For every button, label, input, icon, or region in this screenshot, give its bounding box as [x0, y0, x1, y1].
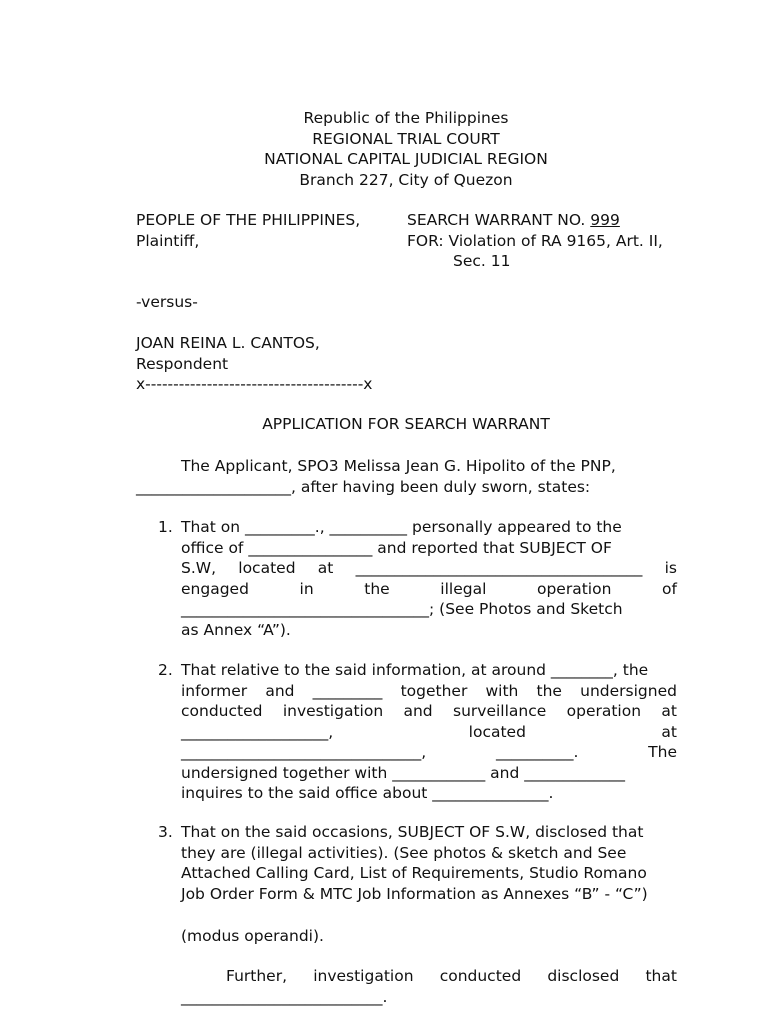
item-word: undersigned	[580, 681, 677, 700]
item-word: operation	[566, 702, 642, 720]
plaintiff-role: Plaintiff,	[136, 231, 200, 250]
item-line	[181, 681, 677, 702]
item-word: informer	[181, 681, 248, 700]
item-number: 3.	[158, 823, 173, 841]
item-word: and	[265, 681, 295, 700]
further-line-1	[181, 966, 677, 987]
item-line: Job Order Form & MTC Job Information as Annexes “B” - “C”)	[181, 884, 648, 903]
item-word: at	[317, 559, 334, 577]
violation-line: FOR: Violation of RA 9165, Art. II,	[407, 231, 663, 250]
item-word: investigation	[282, 702, 384, 720]
further-word: Further,	[226, 967, 288, 985]
item-line: they are (illegal activities). (See photos & sketch and See	[181, 843, 627, 862]
item-word: and	[403, 702, 433, 720]
item-word: ___________________,	[181, 722, 334, 741]
item-word: S.W,	[181, 559, 217, 577]
header-line-region: NATIONAL CAPITAL JUDICIAL REGION	[264, 150, 548, 168]
item-line	[181, 579, 677, 600]
header-line-republic: Republic of the Philippines	[303, 109, 509, 127]
warrant-number: 999	[590, 211, 620, 229]
item-word: is	[664, 559, 677, 577]
item-word: of	[662, 579, 677, 598]
caption-separator: x---------------------------------------x	[136, 375, 373, 393]
item-line: That on _________., __________ personally appeared to the	[181, 518, 622, 536]
item-word: the	[536, 681, 562, 700]
item-line: office of ________________ and reported that SUBJECT OF	[181, 538, 612, 557]
intro-line-2: ____________________, after having been duly sworn, states:	[136, 478, 591, 496]
item-number: 1.	[158, 518, 173, 536]
further-word: that	[645, 967, 677, 985]
item-word: _______________________________,	[181, 743, 427, 761]
item-word: surveillance	[453, 702, 547, 720]
violation-section: Sec. 11	[453, 252, 511, 270]
item-word: illegal	[440, 579, 487, 598]
respondent-role: Respondent	[136, 354, 229, 373]
respondent-name: JOAN REINA L. CANTOS,	[136, 334, 320, 352]
plaintiff-name: PEOPLE OF THE PHILIPPINES,	[136, 211, 361, 229]
item-word: together	[400, 681, 468, 700]
further-word: investigation	[313, 967, 414, 985]
item-word: the	[364, 579, 390, 598]
item-word: operation	[536, 579, 612, 598]
item-line: Attached Calling Card, List of Requirements, Studio Romano	[181, 864, 647, 882]
further-word: disclosed	[547, 967, 620, 985]
further-word: conducted	[439, 967, 522, 985]
item-line	[181, 742, 677, 763]
item-line: as Annex “A”).	[181, 620, 291, 639]
header-line-branch: Branch 227, City of Quezon	[299, 170, 513, 189]
item-word: located	[468, 722, 526, 741]
item-word: engaged	[181, 579, 249, 598]
modus-operandi: (modus operandi).	[181, 927, 324, 945]
warrant-number-line	[407, 210, 663, 231]
item-line	[181, 722, 677, 743]
item-word: conducted	[181, 702, 263, 720]
header-line-court: REGIONAL TRIAL COURT	[312, 129, 500, 148]
item-line	[181, 701, 677, 722]
item-word: The	[648, 743, 677, 761]
caption-plaintiff	[136, 210, 360, 251]
item-line: inquires to the said office about _______________.	[181, 784, 554, 802]
item-word: _____________________________________	[355, 559, 643, 577]
item-line: ________________________________; (See Photos and Sketch	[181, 600, 623, 618]
item-number: 2.	[158, 661, 173, 679]
caption-respondent	[136, 333, 372, 395]
caption-warrant	[407, 210, 663, 272]
intro-line-1: The Applicant, SPO3 Melissa Jean G. Hipolito of the PNP,	[181, 457, 616, 475]
versus: -versus-	[136, 293, 198, 311]
item-word: located	[238, 559, 296, 577]
further-line-2: __________________________.	[181, 988, 388, 1006]
warrant-label: SEARCH WARRANT NO.	[407, 211, 586, 229]
item-word: _________	[312, 681, 383, 700]
item-line: That relative to the said information, at around ________, the	[181, 661, 649, 679]
item-word: at	[661, 702, 677, 720]
item-word: in	[299, 579, 314, 598]
item-line: undersigned together with ____________ and _____________	[181, 763, 625, 782]
item-line	[181, 558, 677, 579]
court-header	[0, 108, 768, 190]
item-line: That on the said occasions, SUBJECT OF S.W, disclosed that	[181, 823, 644, 841]
document-title: APPLICATION FOR SEARCH WARRANT	[262, 415, 550, 433]
item-word: at	[661, 722, 677, 741]
item-word: __________.	[495, 743, 579, 761]
item-word: with	[485, 681, 519, 700]
